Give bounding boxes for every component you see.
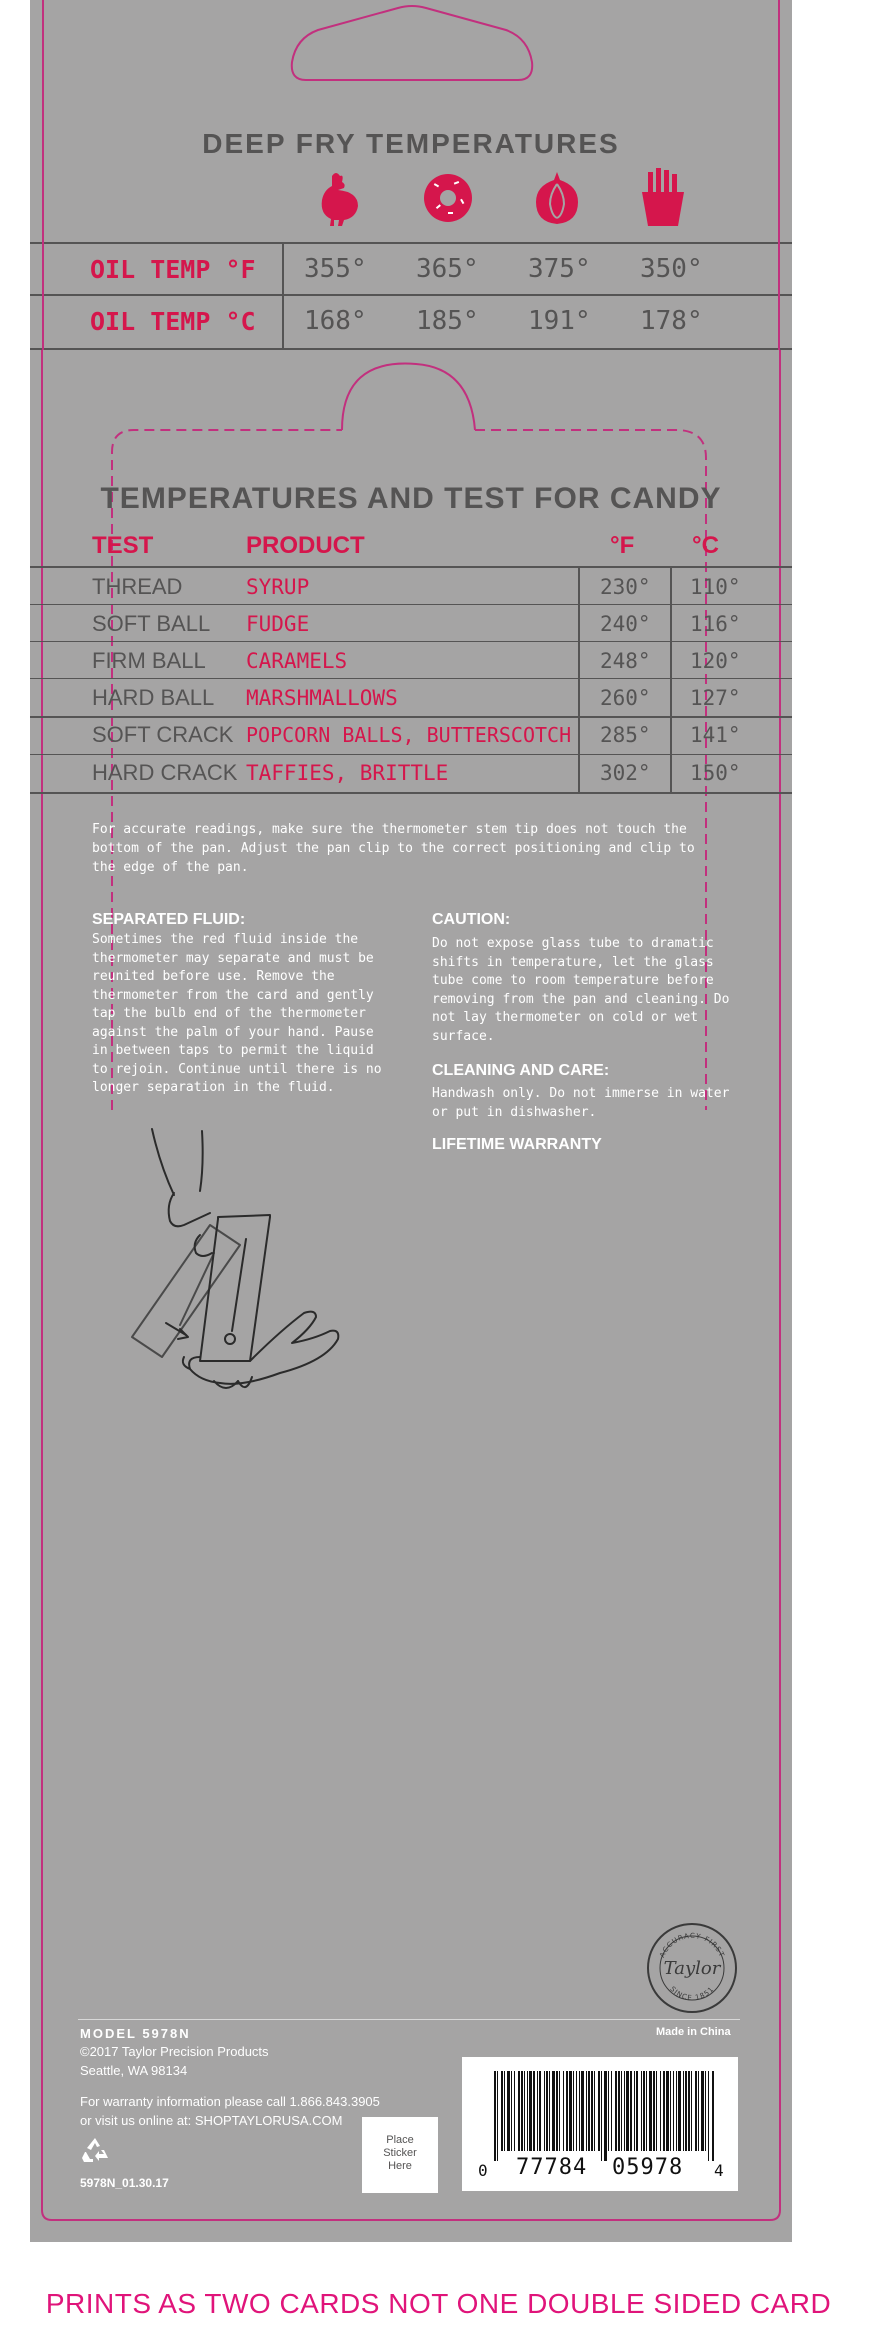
separated-fluid-heading: SEPARATED FLUID: (92, 911, 246, 928)
fahrenheit-cell: 285° (600, 723, 651, 747)
fahrenheit-cell: 248° (600, 649, 651, 673)
table-rule (30, 641, 792, 642)
cleaning-heading: CLEANING AND CARE: (432, 1062, 610, 1079)
table-cell: 191° (528, 306, 591, 336)
product-cell: SYRUP (246, 575, 310, 599)
lifetime-warranty-heading: LIFETIME WARRANTY (432, 1136, 602, 1153)
barcode-bars (494, 2071, 714, 2161)
table-rule (30, 566, 792, 568)
barcode-check-digit: 4 (714, 2161, 724, 2180)
barcode-left-digits: 77784 (516, 2155, 588, 2180)
print-note: PRINTS AS TWO CARDS NOT ONE DOUBLE SIDED CARD (45, 2288, 832, 2319)
die-cut-edge (778, 0, 780, 350)
footer-rule (78, 2019, 740, 2020)
sticker-placeholder (362, 2117, 438, 2193)
column-header-product: PRODUCT (246, 532, 365, 559)
column-header-celsius: °C (692, 532, 719, 559)
caution-heading: CAUTION: (432, 911, 511, 928)
test-cell: HARD CRACK (92, 760, 238, 785)
svg-text:ACCURACY FIRST: ACCURACY FIRST (658, 1931, 726, 1959)
celsius-cell: 110° (690, 575, 741, 599)
product-cell: TAFFIES, BRITTLE (246, 761, 449, 785)
upc-barcode (462, 2057, 738, 2191)
celsius-cell: 116° (690, 612, 741, 636)
table-cell: 365° (416, 254, 479, 284)
part-number: 5978N_01.30.17 (80, 2176, 169, 2190)
separated-fluid-text: Sometimes the red fluid inside the thermometer may separate and must be reunited before use. Remove the thermometer from the card and gently tap the bulb end of the thermometer against the palm of your hand. Pause in between taps to permit the liquid to rejoin. Continue until there is no longer separation in the fluid. (92, 932, 382, 1095)
hand-tap-illustration (130, 1125, 390, 1445)
table-divider (282, 242, 284, 350)
svg-text:SINCE 1851: SINCE 1851 (668, 1985, 716, 2003)
sticker-label-line: Here (388, 2160, 412, 2172)
table-cell: 350° (640, 254, 703, 284)
die-cut-edge (42, 0, 44, 350)
french-fries-icon (638, 168, 688, 228)
celsius-cell: 150° (690, 761, 741, 785)
test-cell: THREAD (92, 574, 183, 599)
test-cell: SOFT CRACK (92, 722, 234, 747)
barcode-lead-digit: 0 (478, 2161, 488, 2180)
product-cell: POPCORN BALLS, BUTTERSCOTCH (246, 723, 572, 747)
warranty-phone: For warranty information please call 1.866.843.3905 (80, 2094, 380, 2109)
row-label: OIL TEMP °C (90, 307, 256, 336)
table-divider (578, 566, 580, 794)
product-cell: CARAMELS (246, 649, 348, 673)
caution-text: Do not expose glass tube to dramatic shifts in temperature, let the glass tube come to room temperature before removing from the pan and cleaning. Do not lay thermometer on cold or wet surface. (432, 936, 730, 1044)
candy-title: TEMPERATURES AND TEST FOR CANDY (100, 482, 722, 515)
table-rule (30, 792, 792, 794)
table-cell: 355° (304, 254, 367, 284)
model-number: MODEL 5978N (80, 2026, 191, 2041)
test-cell: SOFT BALL (92, 611, 211, 636)
test-cell: HARD BALL (92, 685, 215, 710)
product-cell: MARSHMALLOWS (246, 686, 398, 710)
donut-icon (422, 172, 474, 224)
table-divider (670, 566, 672, 794)
table-rule (30, 242, 792, 244)
accuracy-note: For accurate readings, make sure the thermometer stem tip does not touch the bottom of the pan. Adjust the pan clip to the correct positioning and clip to the edge of the pan. (92, 822, 695, 875)
copyright: ©2017 Taylor Precision Products (80, 2044, 269, 2059)
table-cell: 168° (304, 306, 367, 336)
packaging-card (30, 0, 792, 2242)
fahrenheit-cell: 260° (600, 686, 651, 710)
hang-tab-outline (288, 0, 536, 90)
table-rule (30, 294, 792, 296)
address: Seattle, WA 98134 (80, 2063, 188, 2078)
table-cell: 375° (528, 254, 591, 284)
sticker-label-line: Sticker (383, 2147, 417, 2159)
deep-fry-title: DEEP FRY TEMPERATURES (202, 128, 620, 159)
product-cell: FUDGE (246, 612, 310, 636)
onion-ring-icon (532, 170, 582, 226)
fahrenheit-cell: 240° (600, 612, 651, 636)
table-cell: 185° (416, 306, 479, 336)
table-rule (30, 754, 792, 755)
cleaning-text: Handwash only. Do not immerse in water or put in dishwasher. (432, 1086, 730, 1120)
table-rule (30, 716, 792, 718)
fahrenheit-cell: 302° (600, 761, 651, 785)
celsius-cell: 141° (690, 723, 741, 747)
table-cell: 178° (640, 306, 703, 336)
sticker-label-line: Place (386, 2134, 414, 2146)
row-label: OIL TEMP °F (90, 255, 256, 284)
column-header-test: TEST (92, 532, 154, 559)
chicken-icon (312, 170, 362, 228)
made-in: Made in China (656, 2026, 731, 2038)
taylor-seal (646, 1922, 738, 2014)
svg-text:Taylor: Taylor (663, 1958, 721, 1979)
table-rule (30, 604, 792, 605)
column-header-fahrenheit: °F (610, 532, 635, 559)
test-cell: FIRM BALL (92, 648, 206, 673)
warranty-url: or visit us online at: SHOPTAYLORUSA.COM (80, 2113, 343, 2128)
celsius-cell: 127° (690, 686, 741, 710)
fahrenheit-cell: 230° (600, 575, 651, 599)
barcode-right-digits: 05978 (612, 2155, 684, 2180)
table-rule (30, 678, 792, 679)
recycle-icon (80, 2136, 110, 2164)
celsius-cell: 120° (690, 649, 741, 673)
